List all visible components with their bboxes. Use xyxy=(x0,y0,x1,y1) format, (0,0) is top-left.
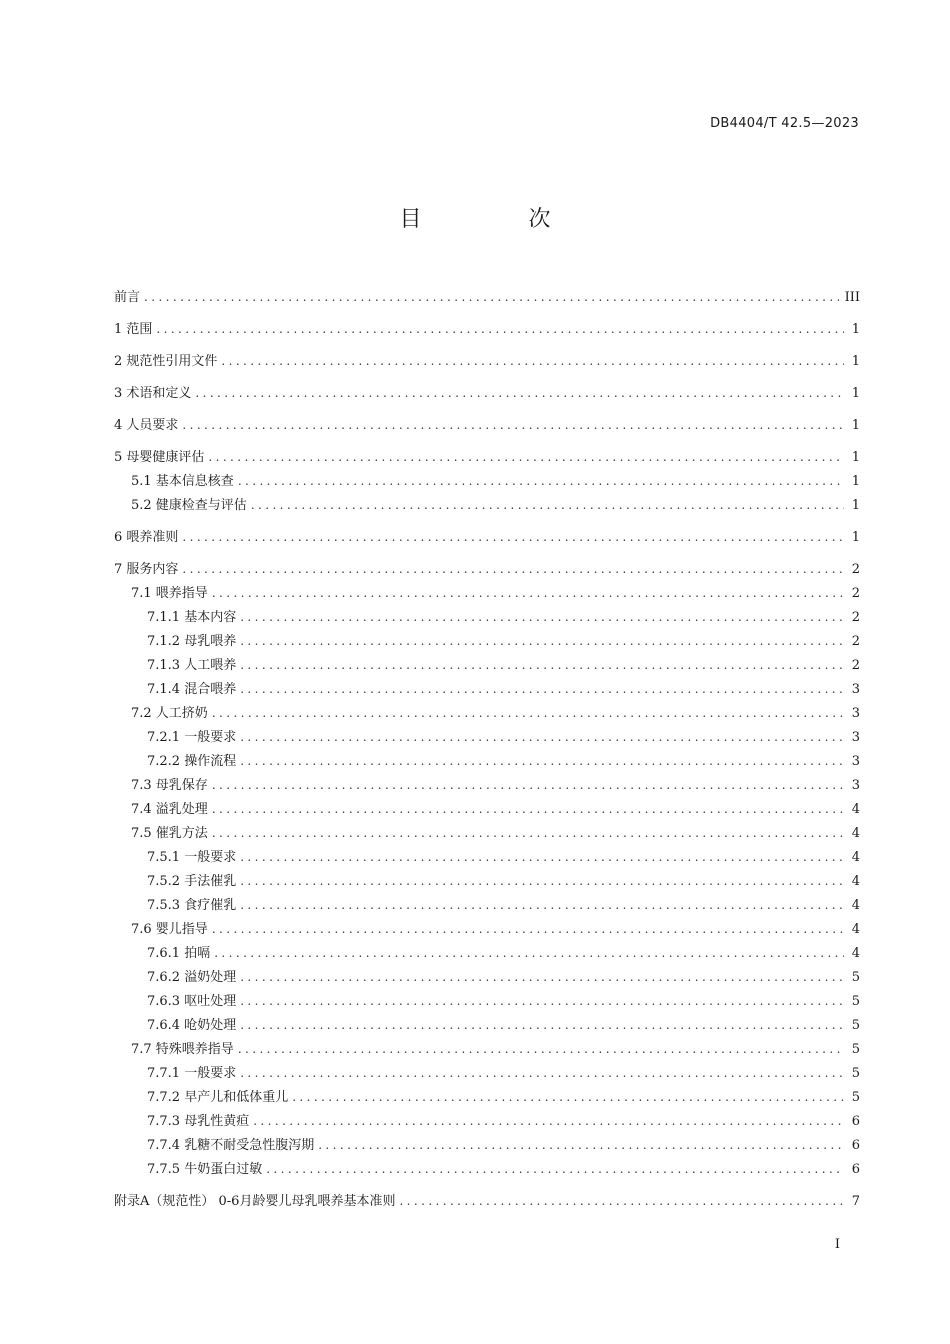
toc-entry[interactable] xyxy=(114,917,860,941)
toc-entry-page: 4 xyxy=(851,922,860,937)
toc-entry[interactable] xyxy=(114,445,860,469)
page-title: 目 次 xyxy=(399,207,601,232)
toc-entry-page: 5 xyxy=(851,970,860,985)
toc-entry-page: 5 xyxy=(851,1066,860,1081)
toc-entry-page: 4 xyxy=(851,850,860,865)
toc-entry[interactable] xyxy=(114,797,860,821)
toc-dot-leader xyxy=(318,1133,844,1157)
toc-entry-page: 1 xyxy=(851,530,860,545)
toc-entry-page: 3 xyxy=(851,706,860,721)
toc-entry[interactable] xyxy=(114,317,860,341)
toc-dot-leader xyxy=(266,1157,844,1181)
toc-entry[interactable] xyxy=(114,989,860,1013)
toc-entry[interactable] xyxy=(114,893,860,917)
toc-entry-page: 6 xyxy=(851,1114,860,1129)
toc-entry-label: 7.7.3 母乳性黄疸 xyxy=(147,1114,250,1129)
toc-entry-page: 4 xyxy=(851,946,860,961)
toc-entry-page: 7 xyxy=(851,1194,860,1209)
toc-entry-label: 1 范围 xyxy=(114,322,153,337)
toc-entry-page: 5 xyxy=(851,1018,860,1033)
toc-entry[interactable] xyxy=(114,941,860,965)
toc-entry-page: 6 xyxy=(851,1162,860,1177)
toc-dot-leader xyxy=(240,677,844,701)
toc-dot-leader xyxy=(212,581,844,605)
document-code: DB4404/T 42.5—2023 xyxy=(710,116,859,131)
toc-entry-label: 7.2.1 一般要求 xyxy=(147,730,237,745)
toc-entry-label: 7.6.2 溢奶处理 xyxy=(147,970,237,985)
toc-entry-page: 1 xyxy=(851,450,860,465)
toc-entry-page: 1 xyxy=(851,386,860,401)
toc-entry-page: 4 xyxy=(851,826,860,841)
toc-entry-page: 2 xyxy=(851,562,860,577)
toc-entry[interactable] xyxy=(114,845,860,869)
toc-entry-label: 7.6.4 呛奶处理 xyxy=(147,1018,237,1033)
toc-dot-leader xyxy=(182,557,844,581)
toc-entry-page: 2 xyxy=(851,634,860,649)
toc-dot-leader xyxy=(182,525,844,549)
toc-dot-leader xyxy=(240,749,844,773)
toc-entry[interactable] xyxy=(114,469,860,493)
toc-dot-leader xyxy=(144,285,839,309)
toc-dot-leader xyxy=(214,941,844,965)
toc-dot-leader xyxy=(399,1189,844,1213)
toc-entry-label: 3 术语和定义 xyxy=(114,386,192,401)
toc-dot-leader xyxy=(182,413,844,437)
toc-entry-label: 4 人员要求 xyxy=(114,418,179,433)
toc-entry[interactable] xyxy=(114,965,860,989)
toc-dot-leader xyxy=(240,1061,844,1085)
toc-dot-leader xyxy=(240,845,844,869)
toc-dot-leader xyxy=(212,773,844,797)
toc-entry-page: 3 xyxy=(851,778,860,793)
toc-entry[interactable] xyxy=(114,557,860,581)
toc-dot-leader xyxy=(212,821,844,845)
toc-entry-page: 2 xyxy=(851,586,860,601)
toc-entry-label: 7 服务内容 xyxy=(114,562,179,577)
toc-entry[interactable] xyxy=(114,677,860,701)
toc-entry-page: 1 xyxy=(851,418,860,433)
toc-entry-page: 5 xyxy=(851,1090,860,1105)
toc-entry-label: 7.2 人工挤奶 xyxy=(131,706,208,721)
toc-dot-leader xyxy=(156,317,844,341)
toc-entry[interactable] xyxy=(114,493,860,517)
toc-entry[interactable] xyxy=(114,653,860,677)
toc-entry-label: 7.3 母乳保存 xyxy=(131,778,208,793)
page-number: I xyxy=(834,1237,840,1252)
toc-entry-label: 7.7.4 乳糖不耐受急性腹泻期 xyxy=(147,1138,315,1153)
toc-entry-label: 7.6.3 呕吐处理 xyxy=(147,994,237,1009)
toc-entry-page: 3 xyxy=(851,682,860,697)
toc-dot-leader xyxy=(240,1013,844,1037)
toc-entry-label: 7.5.1 一般要求 xyxy=(147,850,237,865)
toc-entry[interactable] xyxy=(114,349,860,373)
toc-dot-leader xyxy=(212,701,844,725)
toc-entry[interactable] xyxy=(114,725,860,749)
toc-entry-label: 7.7 特殊喂养指导 xyxy=(131,1042,234,1057)
toc-entry-label: 5 母婴健康评估 xyxy=(114,450,205,465)
toc-entry-label: 7.4 溢乳处理 xyxy=(131,802,208,817)
toc-entry-label: 6 喂养准则 xyxy=(114,530,179,545)
toc-entry[interactable] xyxy=(114,821,860,845)
toc-entry-label: 附录A（规范性） 0-6月龄婴儿母乳喂养基本准则 xyxy=(114,1194,396,1209)
toc-entry[interactable] xyxy=(114,1133,860,1157)
toc-entry-label: 7.7.1 一般要求 xyxy=(147,1066,237,1081)
toc-entry-page: 4 xyxy=(851,802,860,817)
toc-dot-leader xyxy=(212,917,844,941)
toc-entry-page: 1 xyxy=(851,474,860,489)
toc-entry[interactable] xyxy=(114,581,860,605)
toc-entry-label: 7.1 喂养指导 xyxy=(131,586,208,601)
toc-entry-page: 1 xyxy=(851,322,860,337)
toc-entry-page: 6 xyxy=(851,1138,860,1153)
toc-entry-page: 3 xyxy=(851,730,860,745)
toc-dot-leader xyxy=(212,797,844,821)
toc-dot-leader xyxy=(292,1085,844,1109)
toc-dot-leader xyxy=(240,653,844,677)
toc-entry-label: 7.1.3 人工喂养 xyxy=(147,658,237,673)
toc-entry-page: 1 xyxy=(851,354,860,369)
toc-entry[interactable] xyxy=(114,605,860,629)
toc-dot-leader xyxy=(240,965,844,989)
toc-entry-label: 5.1 基本信息核查 xyxy=(131,474,234,489)
toc-entry[interactable] xyxy=(114,773,860,797)
toc-entry-page: 5 xyxy=(851,1042,860,1057)
toc-entry-label: 7.1.1 基本内容 xyxy=(147,610,237,625)
toc-dot-leader xyxy=(240,725,844,749)
toc-entry[interactable] xyxy=(114,1109,860,1133)
toc-dot-leader xyxy=(238,1037,844,1061)
toc-entry-label: 7.7.2 早产儿和低体重儿 xyxy=(147,1090,289,1105)
toc-entry-page: 4 xyxy=(851,898,860,913)
toc-dot-leader xyxy=(240,605,844,629)
toc-dot-leader xyxy=(253,1109,844,1133)
toc-entry[interactable] xyxy=(114,629,860,653)
table-of-contents xyxy=(114,285,860,1213)
toc-entry-label: 前言 xyxy=(114,290,141,305)
toc-entry-page: 2 xyxy=(851,658,860,673)
toc-dot-leader xyxy=(251,493,844,517)
toc-entry-page: 2 xyxy=(851,610,860,625)
toc-entry[interactable] xyxy=(114,381,860,405)
toc-entry[interactable] xyxy=(114,869,860,893)
toc-entry[interactable] xyxy=(114,1157,860,1181)
toc-entry-label: 7.6.1 拍嗝 xyxy=(147,946,211,961)
toc-dot-leader xyxy=(240,629,844,653)
toc-entry-label: 7.5.2 手法催乳 xyxy=(147,874,237,889)
toc-entry-label: 7.1.4 混合喂养 xyxy=(147,682,237,697)
toc-entry-label: 7.2.2 操作流程 xyxy=(147,754,237,769)
toc-dot-leader xyxy=(238,469,844,493)
toc-entry[interactable] xyxy=(114,413,860,437)
toc-entry-label: 7.1.2 母乳喂养 xyxy=(147,634,237,649)
toc-entry-label: 7.7.5 牛奶蛋白过敏 xyxy=(147,1162,263,1177)
toc-entry-label: 2 规范性引用文件 xyxy=(114,354,218,369)
toc-entry-page: 3 xyxy=(851,754,860,769)
toc-entry[interactable] xyxy=(114,701,860,725)
toc-dot-leader xyxy=(221,349,844,373)
toc-entry-label: 7.5.3 食疗催乳 xyxy=(147,898,237,913)
toc-dot-leader xyxy=(208,445,844,469)
toc-entry[interactable] xyxy=(114,525,860,549)
toc-entry[interactable] xyxy=(114,285,860,309)
toc-entry-page: 4 xyxy=(851,874,860,889)
toc-dot-leader xyxy=(240,869,844,893)
toc-entry[interactable] xyxy=(114,1061,860,1085)
toc-dot-leader xyxy=(240,989,844,1013)
toc-dot-leader xyxy=(195,381,844,405)
toc-entry[interactable] xyxy=(114,1037,860,1061)
toc-entry-label: 7.5 催乳方法 xyxy=(131,826,208,841)
toc-entry[interactable] xyxy=(114,1085,860,1109)
toc-entry-page: III xyxy=(844,290,860,305)
toc-entry-page: 5 xyxy=(851,994,860,1009)
toc-entry-page: 1 xyxy=(851,498,860,513)
toc-entry-label: 7.6 婴儿指导 xyxy=(131,922,208,937)
toc-entry[interactable] xyxy=(114,1189,860,1213)
toc-entry[interactable] xyxy=(114,749,860,773)
toc-entry[interactable] xyxy=(114,1013,860,1037)
toc-dot-leader xyxy=(240,893,844,917)
toc-entry-label: 5.2 健康检查与评估 xyxy=(131,498,247,513)
